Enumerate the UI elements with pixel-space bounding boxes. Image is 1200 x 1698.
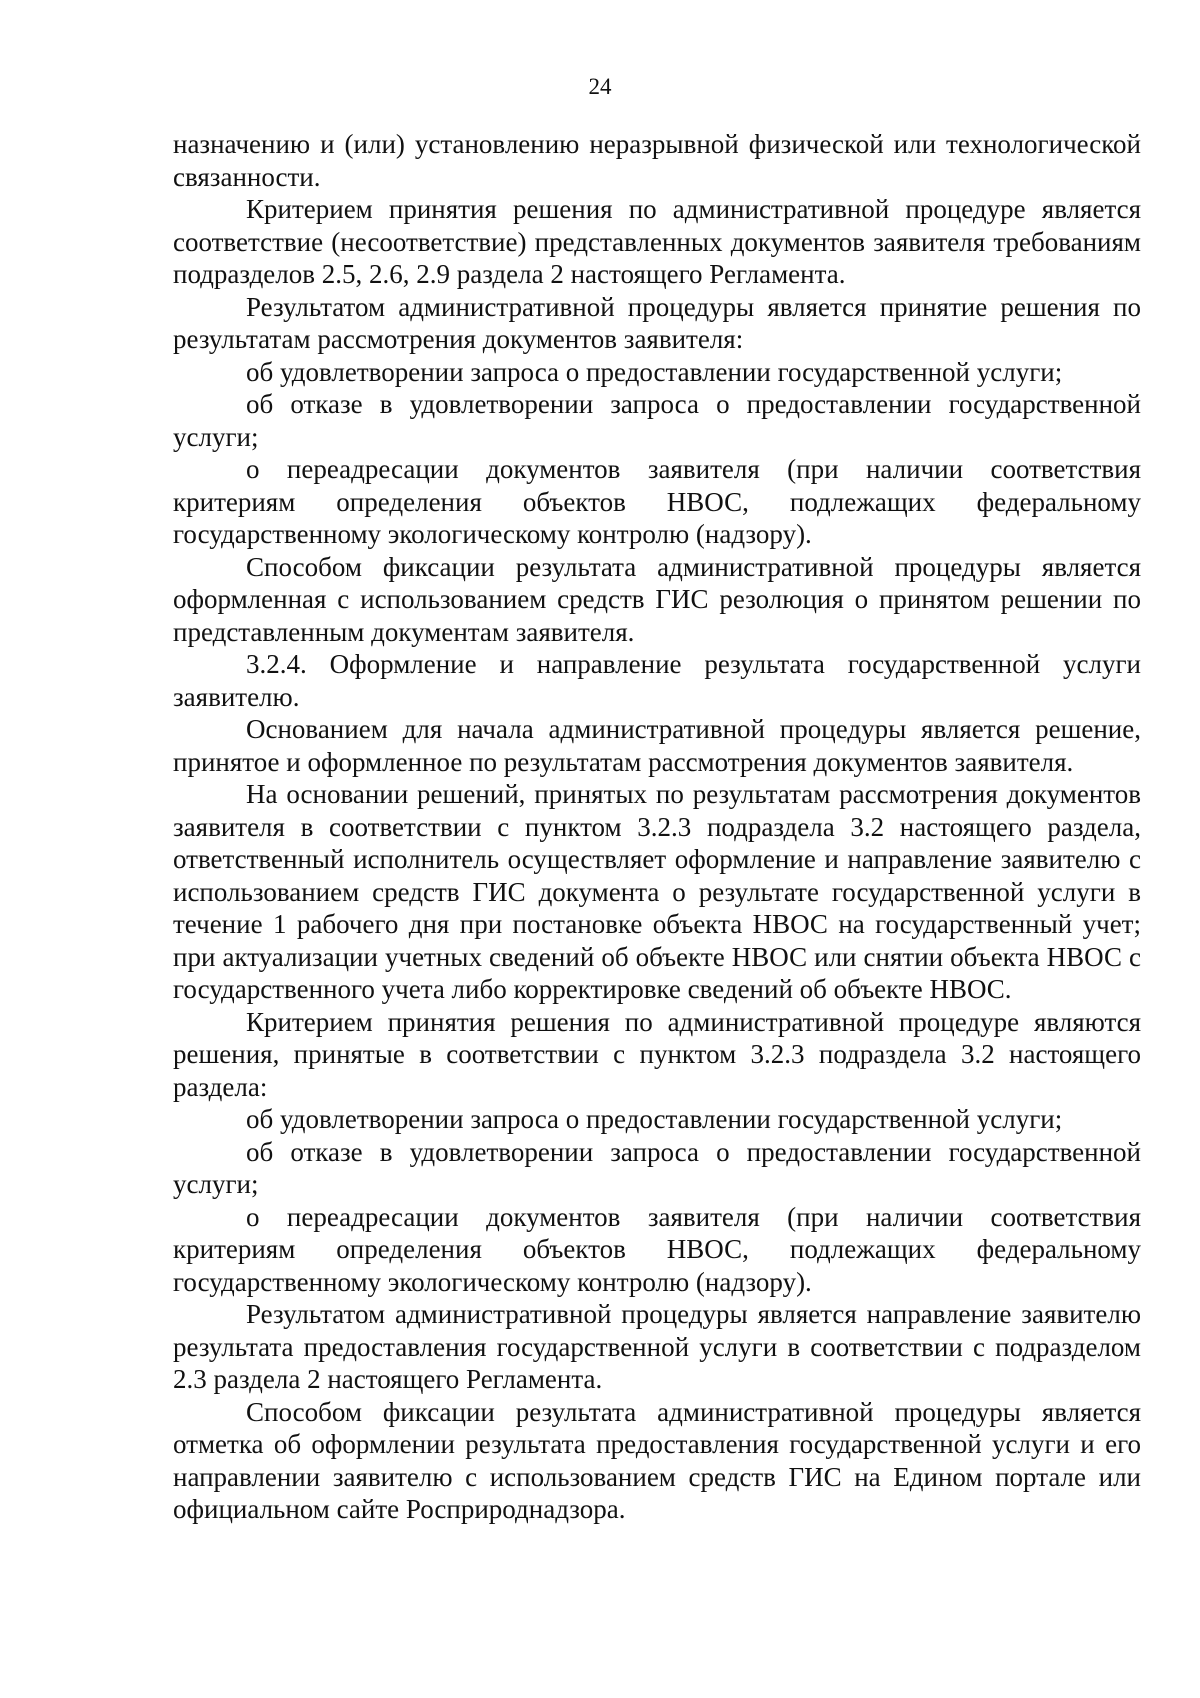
list-item-approval: об удовлетворении запроса о предоставлении государственной услуги; [246, 356, 1063, 387]
paragraph-procedure-result-2: Результатом административной процедуры является направление заявителю результата предоставления государственной услуги в соответствии с подразделом 2.3 раздела 2 настоящего Регламента. [173, 1299, 1141, 1394]
paragraph-continuation: назначению и (или) установлению неразрывной физической или технологической связанности. [173, 129, 1141, 192]
list-item-readdressing: о переадресации документов заявителя (при наличии соответствия критериям определения объектов НВОС, подлежащих федеральному государственному экологическому контролю (надзору). [173, 454, 1141, 549]
list-item-approval-2: об удовлетворении запроса о предоставлении государственной услуги; [246, 1104, 1063, 1134]
paragraph-decision-criterion: Критерием принятия решения по административной процедуре является соответствие (несоответствие) представленных документов заявителя требованиям подразделов 2.5, 2.6, 2.9 раздела 2 настоящего Регламента. [173, 194, 1141, 289]
list-item-readdressing-2: о переадресации документов заявителя (при наличии соответствия критериям определения объектов НВОС, подлежащих федеральному государственному экологическому контролю (надзору). [173, 1201, 1141, 1297]
document-body [173, 128, 1141, 1526]
paragraph-procedure-result: Результатом административной процедуры является принятие решения по результатам рассмотрения документов заявителя: [173, 291, 1141, 354]
paragraph-fixation-method: Способом фиксации результата административной процедуры является оформленная с использованием средств ГИС резолюция о принятом решении по представленным документам заявителя. [173, 551, 1141, 647]
section-heading-3-2-4: 3.2.4. Оформление и направление результата государственной услуги заявителю. [173, 649, 1141, 712]
paragraph-decision-criterion-2: Критерием принятия решения по административной процедуре являются решения, принятые в соответствии с пунктом 3.2.3 подраздела 3.2 настоящего раздела: [173, 1006, 1141, 1102]
paragraph-executor-actions: На основании решений, принятых по результатам рассмотрения документов заявителя в соответствии с пунктом 3.2.3 подраздела 3.2 настоящего раздела, ответственный исполнитель осуществляет оформление и направление заявителю с использованием средств ГИС документа о результате государственной услуги в течение 1 рабочего дня при постановке объекта НВОС на государственный учет; при актуализации учетных сведений об объекте НВОС или снятии объекта НВОС с государственного учета либо корректировке сведений об объекте НВОС. [173, 779, 1141, 1004]
list-item-refusal-2: об отказе в удовлетворении запроса о предоставлении государственной услуги; [173, 1136, 1141, 1199]
page-number: 24 [588, 74, 612, 99]
list-item-refusal: об отказе в удовлетворении запроса о предоставлении государственной услуги; [173, 389, 1141, 452]
paragraph-fixation-method-2: Способом фиксации результата административной процедуры является отметка об оформлении результата предоставления государственной услуги и его направлении заявителю с использованием средств ГИС на Едином портале или официальном сайте Росприроднадзора. [173, 1396, 1141, 1524]
paragraph-procedure-basis: Основанием для начала административной процедуры является решение, принятое и оформленное по результатам рассмотрения документов заявителя. [173, 714, 1141, 777]
